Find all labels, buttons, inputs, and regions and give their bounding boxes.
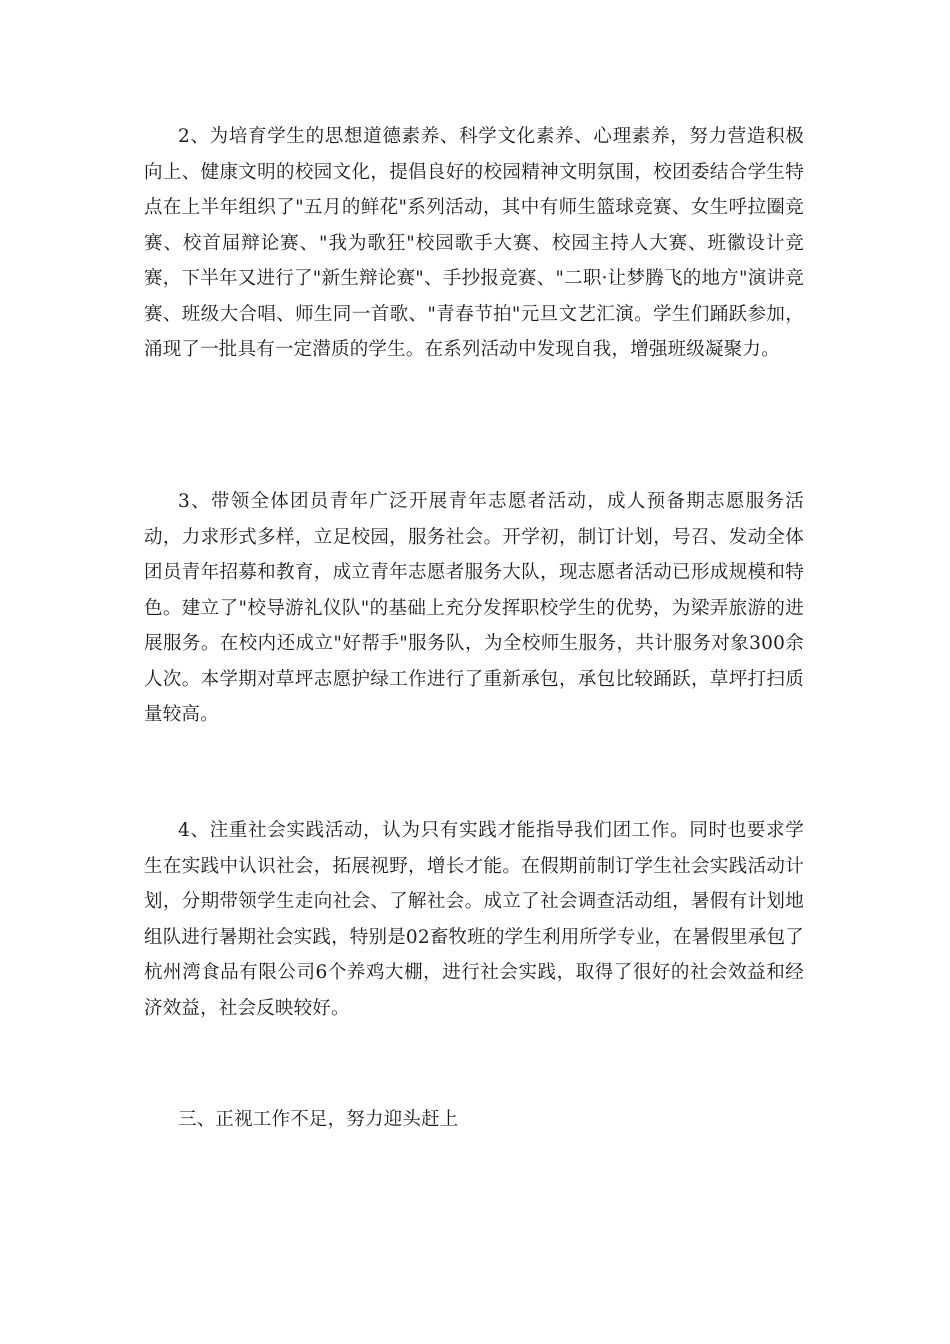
section-heading: 三、正视工作不足，努力迎头赶上 [178,1109,459,1130]
paragraph-item-4: 4、注重社会实践活动，认为只有实践才能指导我们团工作。同时也要求学生在实践中认识社会，拓展视野，增长才能。在假期前制订学生社会实践活动计划，分期带领学生走向社会、了解社会。成立了社会调查活动组，暑假有计划地组队进行暑期社会实践，特别是02畜牧班的学生利用所学专业，在暑假里承包了杭州湾食品有限公司6个养鸡大棚，进行社会实践，取得了很好的社会效益和经济效益，社会反映较好。 [144,820,804,1019]
paragraph-item-3: 3、带领全体团员青年广泛开展青年志愿者活动，成人预备期志愿服务活动，力求形式多样，立足校园，服务社会。开学初，制订计划，号召、发动全体团员青年招募和教育，成立青年志愿者服务大队，现志愿者活动已形成规模和特色。建立了"校导游礼仪队"的基础上充分发挥职校学生的优势，为梁弄旅游的进展服务。在校内还成立"好帮手"服务队，为全校师生服务，共计服务对象300余人次。本学期对草坪志愿护绿工作进行了重新承包，承包比较踊跃，草坪打扫质量较高。 [144,491,804,725]
paragraph-item-2: 2、为培育学生的思想道德素养、科学文化素养、心理素养，努力营造积极向上、健康文明的校园文化，提倡良好的校园精神文明氛围，校团委结合学生特点在上半年组织了"五月的鲜花"系列活动，其中有师生篮球竞赛、女生呼拉圈竞赛、校首届辩论赛、"我为歌狂"校园歌手大赛、校园主持人大赛、班徽设计竞赛，下半年又进行了"新生辩论赛"、手抄报竞赛、"二职·让梦腾飞的地方"演讲竞赛、班级大合唱、师生同一首歌、"青春节拍"元旦文艺汇演。学生们踊跃参加，涌现了一批具有一定潜质的学生。在系列活动中发现自我，增强班级凝聚力。 [144,126,804,360]
